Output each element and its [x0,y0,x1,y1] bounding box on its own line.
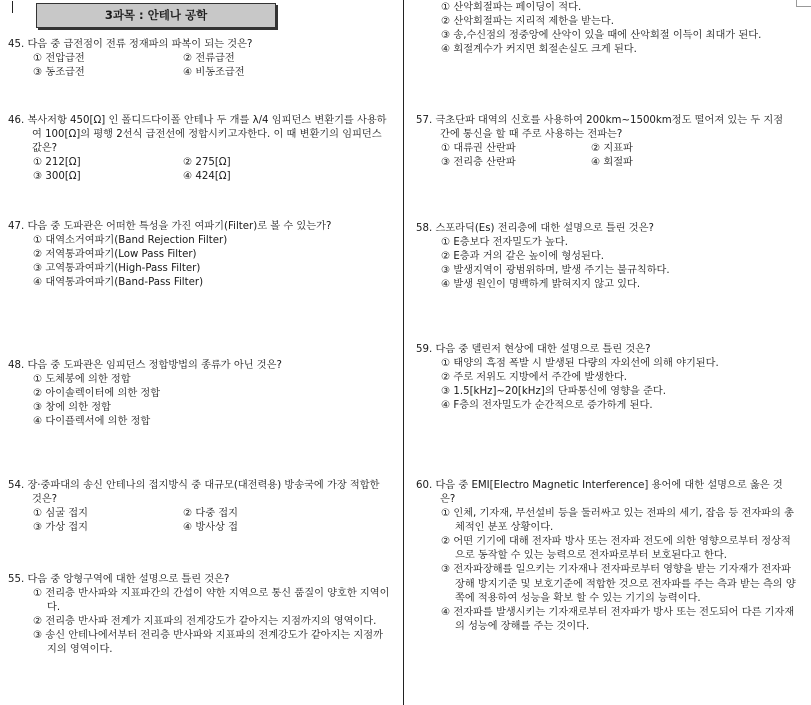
question-60 [416,479,796,634]
question-text: 55. 다음 중 앙형구역에 대한 설명으로 틀린 것은? [8,574,230,585]
option[interactable]: ③ 동조급전 [33,67,85,79]
question-text: 46. 복사저항 450[Ω] 인 폴디드다이폴 안테나 두 개를 λ/4 임피던스 변환기를 사용하여 100[Ω]의 평행 2선식 급전선에 정합시키고자한다. 이 때 변환기의 임피던스 값은? [8,115,387,155]
option[interactable]: ① 인체, 기자재, 무선설비 등을 둘러싸고 있는 전파의 세기, 잡음 등 전자파의 총체적인 분포 상황이다. [441,508,794,534]
option[interactable]: ① 산악회절파는 페이딩이 적다. [441,2,582,13]
option[interactable]: ① 대류권 산란파 [441,143,516,155]
question-56-continued [416,1,796,57]
option[interactable]: ③ 가상 접지 [33,522,88,534]
question-47 [8,220,392,290]
option[interactable]: ④ 회절파 [591,157,633,169]
option[interactable]: ① 심굴 접지 [33,508,88,520]
option[interactable]: ④ 방사상 접 [183,522,238,534]
option[interactable]: ② 다중 접지 [183,508,238,520]
question-text: 58. 스포라딕(Es) 전리층에 대한 설명으로 틀린 것은? [416,223,654,234]
option[interactable]: ① 대역소거여파기(Band Rejection Filter) [33,235,228,247]
option[interactable]: ② 전리층 반사파 전계가 지표파의 전계강도가 같아지는 지점까지의 영역이다. [33,616,377,628]
page-edge-mark [12,1,13,13]
option[interactable]: ① 전압급전 [33,53,85,65]
question-text: 59. 다음 중 델린저 현상에 대한 설명으로 틀린 것은? [416,344,651,355]
question-text: 57. 극초단파 대역의 신호를 사용하여 200km~1500km정도 떨어져 있는 두 지점 간에 통신을 할 때 주로 사용하는 전파는? [416,115,784,141]
option[interactable]: ④ 다이플렉서에 의한 정합 [33,416,151,428]
option[interactable]: ③ 발생지역이 광범위하며, 발생 주기는 불규칙하다. [441,265,670,277]
options-row [8,521,392,535]
options-row [8,507,392,521]
option[interactable]: ① 전리층 반사파와 지표파간의 간섭이 약한 지역으로 통신 품질이 양호한 지역이다. [33,588,390,614]
option[interactable]: ③ 송신 안테나에서부터 전리층 반사파와 지표파의 전계강도가 같아지는 지점까지의 영역이다. [33,630,383,656]
section-header: 3과목 : 안테나 공학 [36,3,276,28]
option[interactable]: ① 태양의 흑점 폭발 시 발생된 다량의 자외선에 의해 야기된다. [441,358,719,370]
options-row [416,156,796,170]
option[interactable]: ④ 비동조급전 [183,67,245,79]
option[interactable]: ② 주로 저위도 지방에서 주간에 발생한다. [441,372,628,384]
option[interactable]: ④ 전자파를 발생시키는 기자재로부터 전자파가 방사 또는 전도되어 다른 기자재의 성능에 장해를 주는 것이다. [441,606,795,632]
option[interactable]: ② 어떤 기기에 대해 전자파 방사 또는 전자파 전도에 의한 영향으로부터 정상적으로 동작할 수 있는 능력으로 전자파로부터 보호된다고 한다. [441,536,791,562]
option[interactable]: ③ 송,수신점의 정중앙에 산악이 있을 때에 산악회절 이득이 최대가 된다. [441,30,762,42]
question-48 [8,359,392,429]
option[interactable]: ② 산악회절파는 지리적 제한을 받는다. [441,16,614,28]
question-58 [416,222,796,292]
option[interactable]: ① E층보다 전자밀도가 높다. [441,237,568,249]
question-text: 48. 다음 중 도파관은 임피던스 정합방법의 종류가 아닌 것은? [8,360,282,371]
option[interactable]: ④ 대역통과여파기(Band-Pass Filter) [33,277,204,289]
options-row [8,156,392,170]
question-54 [8,479,392,535]
option[interactable]: ③ 창에 의한 정합 [33,402,111,414]
option[interactable]: ③ 300[Ω] [33,171,81,183]
option[interactable]: ② E층과 거의 같은 높이에 형성된다. [441,251,604,263]
question-text: 47. 다음 중 도파관은 어떠한 특성을 가진 여파기(Filter)로 볼 수 있는가? [8,221,332,232]
option[interactable]: ① 212[Ω] [33,157,81,169]
options-row [416,142,796,156]
option[interactable]: ① 도체봉에 의한 정합 [33,374,131,386]
question-55 [8,573,392,657]
option[interactable]: ② 아이솔렉이터에 의한 정합 [33,388,161,400]
question-57 [416,114,796,170]
option[interactable]: ④ 424[Ω] [183,171,231,183]
column-divider [403,0,404,705]
option[interactable]: ③ 전자파장해를 일으키는 기자재나 전자파로부터 영향을 받는 기자재가 전자파장해 방지기준 및 보호기준에 적합한 것으로 전자파를 주는 측과 받는 측의 양쪽에 적용하여 성능을 확보 할 수 있는 기기의 능력이다. [441,564,796,604]
option[interactable]: ④ 발생 원인이 명백하게 밝혀지지 않고 있다. [441,279,641,291]
question-45 [8,38,392,80]
option[interactable]: ③ 고역통과여파기(High-Pass Filter) [33,263,201,275]
option[interactable]: ③ 1.5[kHz]~20[kHz]의 단파통신에 영향을 준다. [441,386,666,398]
option[interactable]: ② 전류급전 [183,53,235,65]
option[interactable]: ④ 회절계수가 커지면 회절손실도 크게 된다. [441,44,637,56]
question-46 [8,114,392,184]
options-row [8,66,392,80]
question-59 [416,343,796,413]
page-corner-mark [796,0,811,7]
option[interactable]: ② 275[Ω] [183,157,231,169]
option[interactable]: ② 지표파 [591,143,633,155]
options-row [8,52,392,66]
options-row [8,170,392,184]
question-text: 45. 다음 중 급전점이 전류 정재파의 파복이 되는 것은? [8,39,253,50]
question-text: 54. 장·중파대의 송신 안테나의 접지방식 중 대규모(대전력용) 방송국에 가장 적합한 것은? [8,480,380,506]
question-text: 60. 다음 중 EMI[Electro Magnetic Interference] 용어에 대한 설명으로 옳은 것은? [416,480,783,506]
option[interactable]: ④ F층의 전자밀도가 순간적으로 증가하게 된다. [441,400,653,412]
option[interactable]: ③ 전리층 산란파 [441,157,516,169]
option[interactable]: ② 저역통과여파기(Low Pass Filter) [33,249,197,261]
